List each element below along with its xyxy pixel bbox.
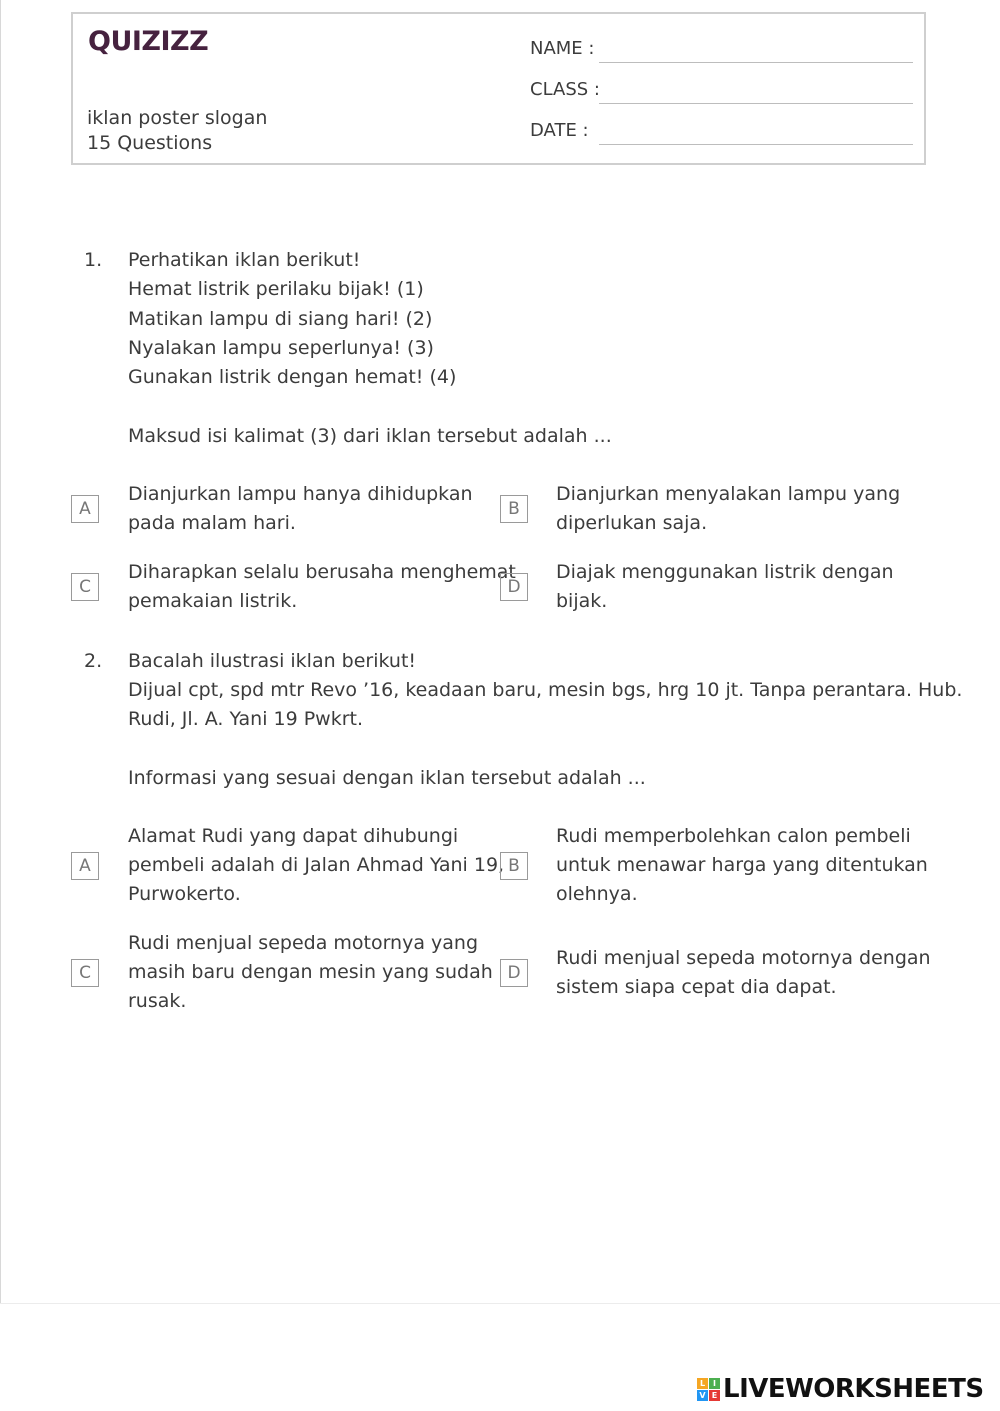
- option-line: Rudi memperbolehkan calon pembeli: [556, 825, 911, 847]
- option-d-checkbox[interactable]: D: [500, 959, 528, 987]
- option-d-checkbox[interactable]: D: [500, 573, 528, 601]
- option-line: diperlukan saja.: [556, 512, 708, 534]
- option-a-text[interactable]: [128, 480, 473, 538]
- liveworksheets-wordmark: LIVEWORKSHEETS: [723, 1374, 984, 1404]
- option-line: untuk menawar harga yang ditentukan: [556, 854, 928, 876]
- question-prompt: Informasi yang sesuai dengan iklan tersebut adalah ...: [128, 767, 646, 789]
- sheet-bottom-edge: [0, 1303, 1000, 1304]
- option-line: bijak.: [556, 590, 608, 612]
- option-c-checkbox[interactable]: C: [71, 959, 99, 987]
- sheet-edge: [0, 0, 1, 1303]
- quiz-title: iklan poster slogan: [87, 107, 268, 129]
- option-line: pembeli adalah di Jalan Ahmad Yani 19,: [128, 854, 505, 876]
- question-line: Dijual cpt, spd mtr Revo ’16, keadaan baru, mesin bgs, hrg 10 jt. Tanpa perantara. Hub.: [128, 679, 963, 701]
- question-line: Matikan lampu di siang hari! (2): [128, 308, 433, 330]
- name-field[interactable]: [599, 62, 913, 63]
- option-line: Rudi menjual sepeda motornya yang: [128, 932, 479, 954]
- question-line: Hemat listrik perilaku bijak! (1): [128, 278, 424, 300]
- option-line: Diajak menggunakan listrik dengan: [556, 561, 894, 583]
- icon-tile: E: [709, 1390, 720, 1401]
- question-line: Perhatikan iklan berikut!: [128, 249, 361, 271]
- option-b-checkbox[interactable]: B: [500, 495, 528, 523]
- question-number: 1.: [84, 249, 103, 271]
- liveworksheets-icon: [697, 1378, 721, 1402]
- option-line: Diharapkan selalu berusaha menghemat: [128, 561, 516, 583]
- icon-tile: L: [697, 1378, 708, 1389]
- date-field[interactable]: [599, 144, 913, 145]
- option-line: Dianjurkan menyalakan lampu yang: [556, 483, 901, 505]
- question-line: Nyalakan lampu seperlunya! (3): [128, 337, 434, 359]
- option-b-checkbox[interactable]: B: [500, 852, 528, 880]
- question-line: Gunakan listrik dengan hemat! (4): [128, 366, 457, 388]
- question-line: Bacalah ilustrasi iklan berikut!: [128, 650, 417, 672]
- option-a-checkbox[interactable]: A: [71, 852, 99, 880]
- option-line: masih baru dengan mesin yang sudah: [128, 961, 493, 983]
- class-field[interactable]: [599, 103, 913, 104]
- icon-tile: I: [709, 1378, 720, 1389]
- option-line: Rudi menjual sepeda motornya dengan: [556, 947, 931, 969]
- option-b-text[interactable]: [556, 480, 900, 538]
- option-c-checkbox[interactable]: C: [71, 573, 99, 601]
- option-line: Purwokerto.: [128, 883, 241, 905]
- option-c-text[interactable]: [128, 558, 516, 616]
- option-a-checkbox[interactable]: A: [71, 495, 99, 523]
- option-line: pada malam hari.: [128, 512, 296, 534]
- name-label: NAME :: [530, 38, 595, 59]
- class-label: CLASS :: [530, 79, 600, 100]
- option-line: sistem siapa cepat dia dapat.: [556, 976, 837, 998]
- quizizz-logo: QUIZIZZ: [88, 26, 209, 57]
- icon-tile: V: [697, 1390, 708, 1401]
- option-d-text[interactable]: [556, 558, 894, 616]
- worksheet-header: [71, 12, 926, 165]
- option-d-text[interactable]: [556, 944, 931, 1002]
- option-line: Alamat Rudi yang dapat dihubungi: [128, 825, 459, 847]
- question-number: 2.: [84, 650, 103, 672]
- option-line: olehnya.: [556, 883, 638, 905]
- question-count: 15 Questions: [87, 132, 213, 154]
- option-a-text[interactable]: [128, 822, 504, 909]
- option-c-text[interactable]: [128, 929, 493, 1016]
- option-line: Dianjurkan lampu hanya dihidupkan: [128, 483, 473, 505]
- option-line: rusak.: [128, 990, 187, 1012]
- question-prompt: Maksud isi kalimat (3) dari iklan tersebut adalah ...: [128, 425, 612, 447]
- question-line: Rudi, Jl. A. Yani 19 Pwkrt.: [128, 708, 364, 730]
- option-b-text[interactable]: [556, 822, 928, 909]
- date-label: DATE :: [530, 120, 589, 141]
- option-line: pemakaian listrik.: [128, 590, 298, 612]
